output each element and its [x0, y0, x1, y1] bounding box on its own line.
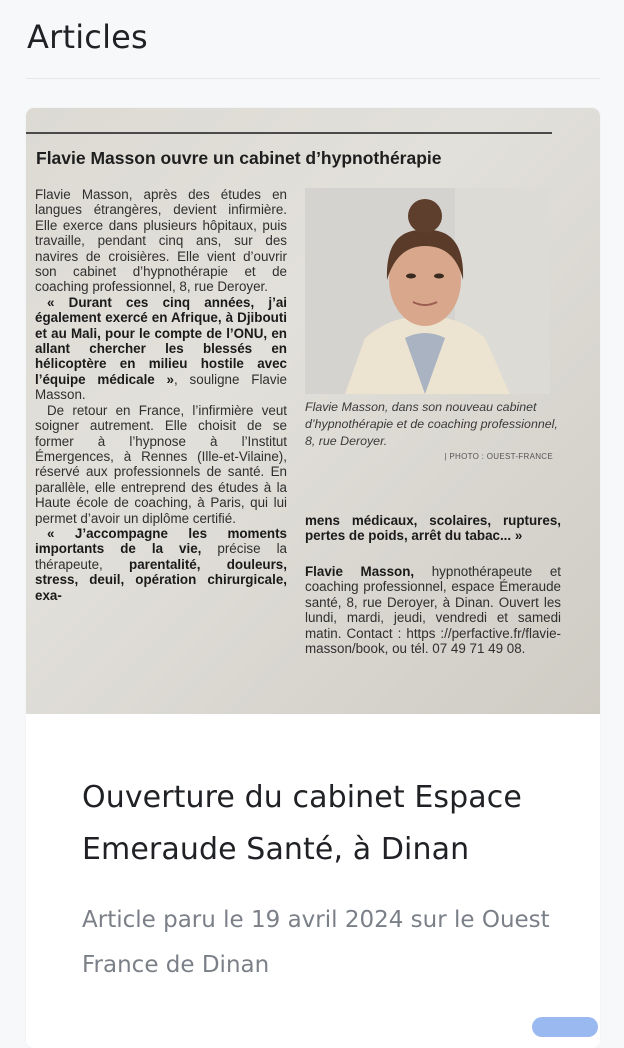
page-title: Articles — [27, 18, 148, 56]
clipping-left-column — [35, 187, 287, 603]
paragraph-return: De retour en France, l’infirmière veut soigner autrement. Elle choisit de se former à l’hypnose à l’Institut Émergences, à Rennes (Ille-et-Vilaine), réservé aux professionnels de santé. En parallèle, elle entreprend des études à la Haute école de coaching, à Paris, qui lui permet d’avoir un diplôme certifié. — [35, 402, 287, 526]
paragraph-accompany: « J’accompagne les moments importants de la vie, précise la thérapeute, parentalité, douleurs, stress, deuil, opération chirurgicale, exa- — [35, 525, 287, 603]
header-divider — [26, 78, 600, 79]
paragraph-quote: « Durant ces cinq années, j’ai également exercé en Afrique, à Djibouti et au Mali, pour le compte de l’ONU, en allant chercher les blessés en hélicoptère en milieu hostile avec l’équipe médicale », souligne Flavie Masson. — [35, 294, 287, 403]
paragraph-continuation: mens médicaux, scolaires, ruptures, pertes de poids, arrêt du tabac... » — [305, 513, 561, 544]
clipping-contact-block — [305, 564, 561, 656]
paragraph-contact: Flavie Masson, hypnothérapeute et coaching professionnel, espace Émeraude santé, 8, rue Deroyer, à Dinan. Ouvert les lundi, mardi, jeudi, vendredi et samedi matin. Contact : https ://perfactive.fr/flavie-masson/book, ou tél. 07 49 71 49 08. — [305, 564, 562, 657]
photo-credit: | PHOTO : OUEST-FRANCE — [444, 452, 553, 461]
article-title[interactable]: Ouverture du cabinet Espace Emeraude Santé, à Dinan — [82, 780, 522, 867]
clipping-rule — [26, 132, 552, 134]
paragraph-intro: Flavie Masson, après des études en langues étrangères, devient infirmière. Elle exerce dans plusieurs hôpitaux, puis travaille, pendant cinq ans, sur des navires de croisières. Elle vient d’ouvrir son cabinet d’hypnothérapie et de coaching professionnel, 8, rue Deroyer. — [35, 187, 287, 295]
newspaper-clipping-image — [26, 108, 600, 714]
photo-caption: Flavie Masson, dans son nouveau cabinet d’hypnothérapie et de coaching professionnel, 8, rue Deroyer. | PHOTO : OUEST-FRANCE — [305, 399, 563, 450]
clipping-headline: Flavie Masson ouvre un cabinet d’hypnothérapie — [36, 148, 442, 168]
article-info — [82, 772, 552, 988]
portrait-photo — [305, 188, 550, 394]
floating-action-button[interactable] — [532, 1017, 598, 1037]
article-card[interactable] — [26, 108, 600, 1048]
article-subtitle: Article paru le 19 avril 2024 sur le Ouest France de Dinan — [82, 907, 550, 978]
clipping-right-column — [305, 513, 561, 544]
portrait-illustration-icon — [305, 188, 550, 394]
